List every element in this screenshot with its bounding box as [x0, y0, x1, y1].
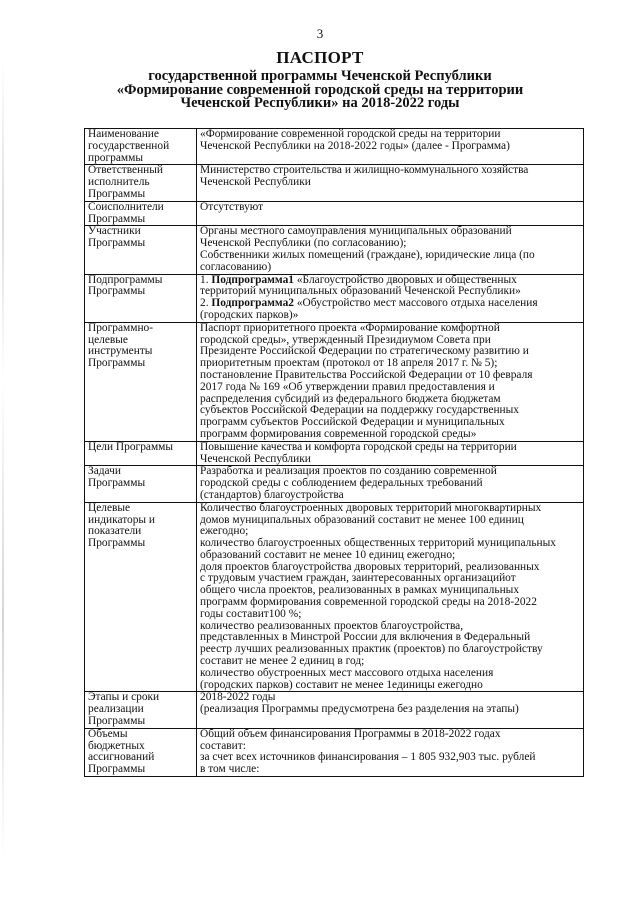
row-value: Повышение качества и комфорта городской среды на территории Чеченской Республики [197, 441, 584, 466]
row-value: Разработка и реализация проектов по созданию современной городской среды с соблюдением федеральных требований (стандартов) благоустройства [197, 466, 584, 502]
table-row [85, 502, 584, 692]
table-row [85, 466, 584, 502]
subprogram-2-title: Подпрограмма2 [211, 297, 295, 310]
row-label: Наименование государственной программы [85, 129, 197, 165]
row-value: Отсутствуют [197, 201, 584, 226]
row-value: «Формирование современной городской среды на территории Чеченской Республики на 2018-2022 годы» (далее - Программа) [197, 129, 584, 165]
row-label: Ответственный исполнитель Программы [85, 165, 197, 201]
table-row [85, 692, 584, 728]
subtitle-line: Чеченской Республики» на 2018-2022 годы [180, 95, 460, 111]
row-label: Целевые индикаторы и показатели Программы [85, 502, 197, 692]
subtitle-line: государственной программы Чеченской Республики [148, 68, 492, 84]
row-label: Участники Программы [85, 226, 197, 274]
table-row [85, 129, 584, 165]
row-value: Министерство строительства и жилищно-коммунального хозяйства Чеченской Республики [197, 165, 584, 201]
table-row [85, 441, 584, 466]
row-label: Цели Программы [85, 441, 197, 466]
document-title: ПАСПОРТ [276, 48, 364, 67]
table-row [85, 201, 584, 226]
row-value: Органы местного самоуправления муниципальных образований Чеченской Республики (по согласованию); Собственники жилых помещений (граждане), юридические лица (по согласованию) [197, 226, 584, 274]
subtitle-line: «Формирование современной городской среды на территории [116, 81, 524, 98]
passport-table [84, 128, 584, 777]
table-row [85, 322, 584, 441]
subprogram-1-title: Подпрограмма1 [211, 273, 295, 286]
row-label: Задачи Программы [85, 466, 197, 502]
row-label: Программно- целевые инструменты Программы [85, 322, 197, 441]
row-label: Соисполнители Программы [85, 201, 197, 226]
row-value: Общий объем финансирования Программы в 2018-2022 годах составит: за счет всех источников финансирования – 1 805 932,903 тыс. рублей в том числе: [197, 728, 584, 776]
row-value: 2018-2022 годы (реализация Программы предусмотрена без разделения на этапы) [197, 692, 584, 728]
page-number: 3 [316, 26, 324, 41]
row-value: Количество благоустроенных дворовых территорий многоквартирных домов муниципальных образований составит не менее 100 единиц ежегодно; количество благоустроенных общественных территорий муниципальных образований составит не менее 10 единиц ежегодно; доля проектов благоустройства дворовых территорий, реализованных с трудовым участием граждан, заинтересованных организацийот общего числа проектов, реализованных в рамках муниципальных программ формирования современной городской среды на 2018-2022 годы составит100 %; количество реализованных проектов благоустройства, представленных в Минстрой России для включения в Федеральный реестр лучших реализованных практик (проектов) по благоустройству составит не менее 2 единиц в год; количество обустроенных мест массового отдыха населения (городских парков) составит не менее 1единицы ежегодно [197, 502, 584, 692]
table-row [85, 274, 584, 322]
row-label: Этапы и сроки реализации Программы [85, 692, 197, 728]
table-row [85, 165, 584, 201]
document-subtitle [90, 70, 550, 111]
row-label: Подпрограммы Программы [85, 274, 197, 322]
scan-edge [2, 60, 4, 860]
row-value: Паспорт приоритетного проекта «Формирование комфортной городской среды», утвержденный Президиумом Совета при Президенте Российской Федерации по стратегическому развитию и приоритетным проектам (протокол от 18 апреля 2017 г. № 5); постановление Правительства Российской Федерации от 10 февраля 2017 года № 169 «Об утверждении правил предоставления и распределения субсидий из федерального бюджета бюджетам субъектов Российской Федерации на поддержку государственных программ субъектов Российской Федерации и муниципальных программ формирования современной городской среды» [197, 322, 584, 441]
row-value: 1. Подпрограмма1 «Благоустройство дворовых и общественных территорий муниципальных образований Чеченской Республики» 2. Подпрограмма2 «Обустройство мест массового отдыха населения (городских парков)» [197, 274, 584, 322]
row-label: Объемы бюджетных ассигнований Программы [85, 728, 197, 776]
table-row [85, 728, 584, 776]
table-row [85, 226, 584, 274]
